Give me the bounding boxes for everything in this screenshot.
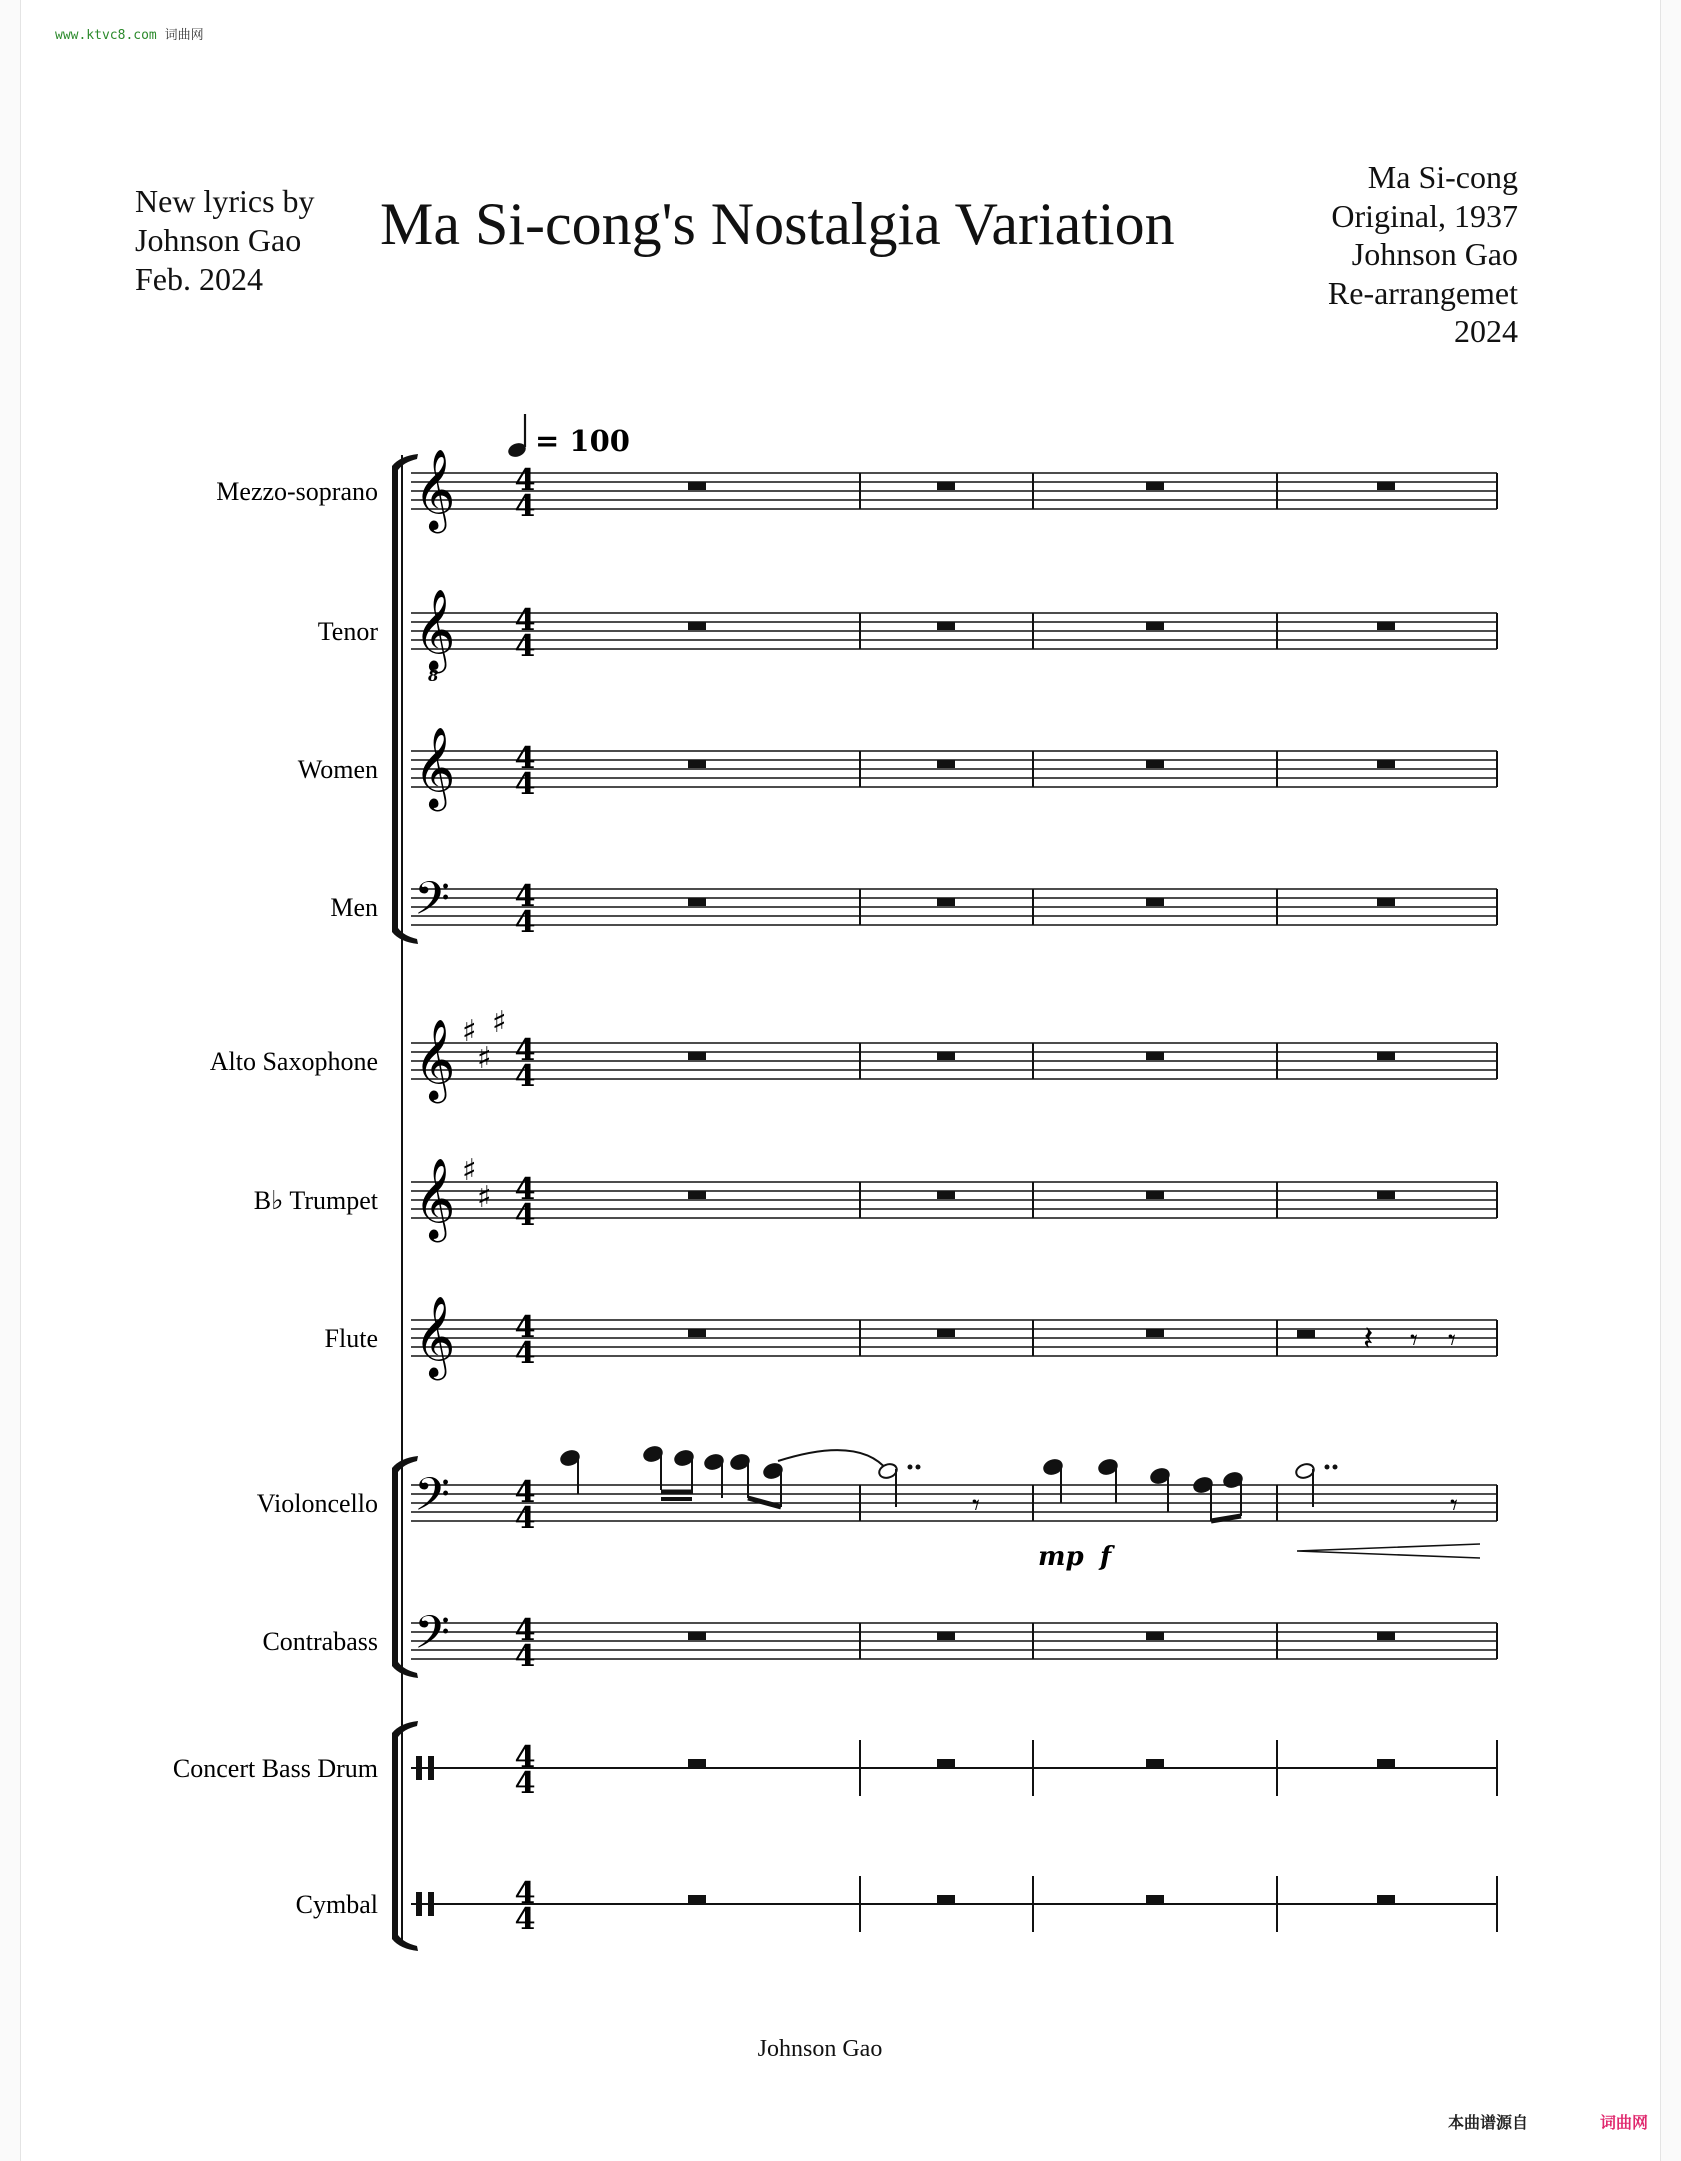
staff-label: B♭ Trumpet	[253, 1186, 378, 1215]
lyrics-credit-line: Johnson Gao	[135, 222, 302, 258]
whole-rest-icon	[1377, 1895, 1395, 1903]
time-signature-numerator: 4	[514, 1172, 536, 1207]
time-signature-denominator: 4	[514, 905, 536, 940]
eighth-rest-icon: 𝄾	[972, 1488, 980, 1523]
dynamic-mp: mp	[1038, 1542, 1084, 1572]
staff-label: Contrabass	[262, 1627, 378, 1656]
whole-rest-icon	[1377, 760, 1395, 768]
bass-clef-icon: 𝄢	[414, 872, 451, 937]
staff-label: Mezzo-soprano	[216, 477, 378, 506]
bass-clef-icon: 𝄢	[414, 1468, 451, 1533]
percussion-clef-icon	[416, 1892, 422, 1916]
time-signature-denominator: 4	[514, 1501, 536, 1536]
whole-rest-icon	[1377, 1759, 1395, 1767]
sharp-icon: ♯	[462, 1014, 477, 1049]
time-signature-numerator: 4	[514, 1876, 536, 1911]
tie	[778, 1450, 888, 1471]
composer-credit-line: Re-arrangemet	[1327, 274, 1518, 311]
staff-label: Women	[297, 755, 378, 784]
voices-bracket	[392, 466, 398, 932]
score-title: Ma Si-cong's Nostalgia Variation	[380, 191, 1175, 257]
percussion-clef-icon	[428, 1892, 434, 1916]
site-url[interactable]: www.ktvc8.com	[55, 28, 157, 43]
composer-credit-line: Johnson Gao	[1351, 236, 1518, 272]
staff-label: Concert Bass Drum	[172, 1754, 378, 1783]
whole-rest-icon	[1146, 1191, 1164, 1199]
time-signature-numerator: 4	[514, 1475, 536, 1510]
quarter-rest-icon: 𝄽	[1363, 1319, 1374, 1359]
staff-cymbal	[296, 1876, 1497, 1937]
time-signature-denominator: 4	[514, 1766, 536, 1801]
staff-label: Alto Saxophone	[209, 1047, 378, 1076]
decrescendo-hairpin	[1297, 1544, 1480, 1558]
whole-rest-icon	[1377, 1632, 1395, 1640]
whole-rest-icon	[1146, 760, 1164, 768]
whole-rest-icon	[937, 1052, 955, 1060]
staff-concert-bass-drum	[173, 1740, 1497, 1801]
sharp-icon: ♯	[477, 1180, 492, 1215]
staff-women	[298, 726, 1497, 811]
whole-rest-icon	[1377, 1052, 1395, 1060]
whole-rest-icon	[937, 1632, 955, 1640]
staff-b-trumpet	[254, 1153, 1497, 1242]
whole-rest-icon	[937, 1329, 955, 1337]
whole-rest-icon	[1377, 622, 1395, 630]
whole-rest-icon	[688, 1632, 706, 1640]
treble-clef-icon: 𝄞	[414, 588, 456, 670]
time-signature-denominator: 4	[514, 767, 536, 802]
time-signature-denominator: 4	[514, 489, 536, 524]
whole-rest-icon	[1146, 1052, 1164, 1060]
whole-rest-icon	[1146, 1759, 1164, 1767]
staff-label: Cymbal	[295, 1890, 378, 1919]
strings-bracket	[392, 1468, 398, 1666]
lyrics-credit-line: New lyrics by	[135, 183, 315, 219]
whole-rest-icon	[937, 760, 955, 768]
percussion-bracket-top	[392, 1721, 418, 1737]
sharp-icon: ♯	[492, 1005, 507, 1040]
footer-author: Johnson Gao	[757, 2036, 883, 2062]
whole-rest-icon	[1146, 622, 1164, 630]
dot	[908, 1465, 913, 1470]
footer-source-label: 本曲谱源自	[1448, 2113, 1529, 2132]
dot	[916, 1465, 921, 1470]
time-signature-numerator: 4	[514, 463, 536, 498]
tempo-marking	[506, 414, 630, 459]
treble-clef-icon: 𝄞	[414, 448, 456, 530]
time-signature-denominator: 4	[514, 1336, 536, 1371]
staff-label: Tenor	[317, 617, 378, 646]
whole-rest-icon	[1146, 1632, 1164, 1640]
whole-rest-icon	[1377, 482, 1395, 490]
staff-label: Violoncello	[256, 1489, 378, 1518]
time-signature-numerator: 4	[514, 741, 536, 776]
percussion-bracket	[392, 1733, 398, 1939]
whole-rest-icon	[1377, 898, 1395, 906]
dot	[1333, 1465, 1338, 1470]
eighth-rest-icon: 𝄾	[1448, 1323, 1456, 1358]
staff-men	[330, 872, 1497, 940]
composer-credit-line: Original, 1937	[1331, 197, 1518, 234]
treble-clef-icon: 𝄞	[414, 1157, 456, 1239]
whole-rest-icon	[937, 1191, 955, 1199]
eighth-rest-icon: 𝄾	[1410, 1323, 1418, 1358]
whole-rest-icon	[937, 898, 955, 906]
whole-rest-icon	[688, 622, 706, 630]
whole-rest-icon	[1146, 1329, 1164, 1337]
whole-rest-icon	[1146, 482, 1164, 490]
staves-layer	[173, 448, 1497, 1937]
staff-contrabass	[262, 1606, 1497, 1674]
staff-label: Flute	[324, 1324, 378, 1353]
sharp-icon: ♯	[462, 1153, 477, 1188]
octave-8-marking: 8	[428, 667, 439, 685]
percussion-bracket-bottom	[392, 1935, 418, 1951]
bass-clef-icon: 𝄢	[414, 1606, 451, 1671]
time-signature-denominator: 4	[514, 629, 536, 664]
whole-rest-icon	[1377, 1191, 1395, 1199]
whole-rest-icon	[937, 482, 955, 490]
time-signature-numerator: 4	[514, 879, 536, 914]
time-signature-numerator: 4	[514, 603, 536, 638]
whole-rest-icon	[688, 1329, 706, 1337]
percussion-clef-icon	[428, 1756, 434, 1780]
staff-label: Men	[330, 893, 378, 922]
time-signature-numerator: 4	[514, 1740, 536, 1775]
treble-clef-icon: 𝄞	[414, 1295, 456, 1377]
whole-rest-icon	[1146, 898, 1164, 906]
staff-flute	[325, 1295, 1497, 1380]
time-signature-numerator: 4	[514, 1613, 536, 1648]
whole-rest-icon	[688, 1052, 706, 1060]
tempo-bpm: = 100	[535, 424, 630, 458]
whole-rest-icon	[1146, 1895, 1164, 1903]
whole-rest-icon	[937, 1895, 955, 1903]
whole-rest-icon	[688, 1759, 706, 1767]
dynamic-f: f	[1100, 1542, 1112, 1572]
dot	[1325, 1465, 1330, 1470]
whole-rest-icon	[688, 482, 706, 490]
time-signature-denominator: 4	[514, 1902, 536, 1937]
sharp-icon: ♯	[477, 1041, 492, 1076]
whole-rest-icon	[937, 1759, 955, 1767]
half-rest-icon	[1297, 1330, 1315, 1338]
staff-violoncello	[257, 1468, 1497, 1536]
whole-rest-icon	[688, 898, 706, 906]
cello-notes	[559, 1319, 1480, 1572]
treble-clef-icon: 𝄞	[414, 726, 456, 808]
time-signature-denominator: 4	[514, 1059, 536, 1094]
treble-clef-icon: 𝄞	[414, 1018, 456, 1100]
composer-credit-line: 2024	[1454, 313, 1518, 349]
whole-rest-icon	[688, 1895, 706, 1903]
percussion-clef-icon	[416, 1756, 422, 1780]
time-signature-numerator: 4	[514, 1033, 536, 1068]
time-signature-numerator: 4	[514, 1310, 536, 1345]
eighth-rest-icon: 𝄾	[1450, 1488, 1458, 1523]
composer-credit-line: Ma Si-cong	[1367, 159, 1518, 195]
footer-brand-link[interactable]: 词曲网	[1600, 2113, 1649, 2132]
whole-rest-icon	[937, 622, 955, 630]
site-name: 词曲网	[164, 28, 204, 43]
whole-rest-icon	[688, 1191, 706, 1199]
lyrics-credit-line: Feb. 2024	[135, 261, 263, 297]
whole-rest-icon	[688, 760, 706, 768]
time-signature-denominator: 4	[514, 1198, 536, 1233]
time-signature-denominator: 4	[514, 1639, 536, 1674]
staff-tenor	[318, 588, 1497, 685]
